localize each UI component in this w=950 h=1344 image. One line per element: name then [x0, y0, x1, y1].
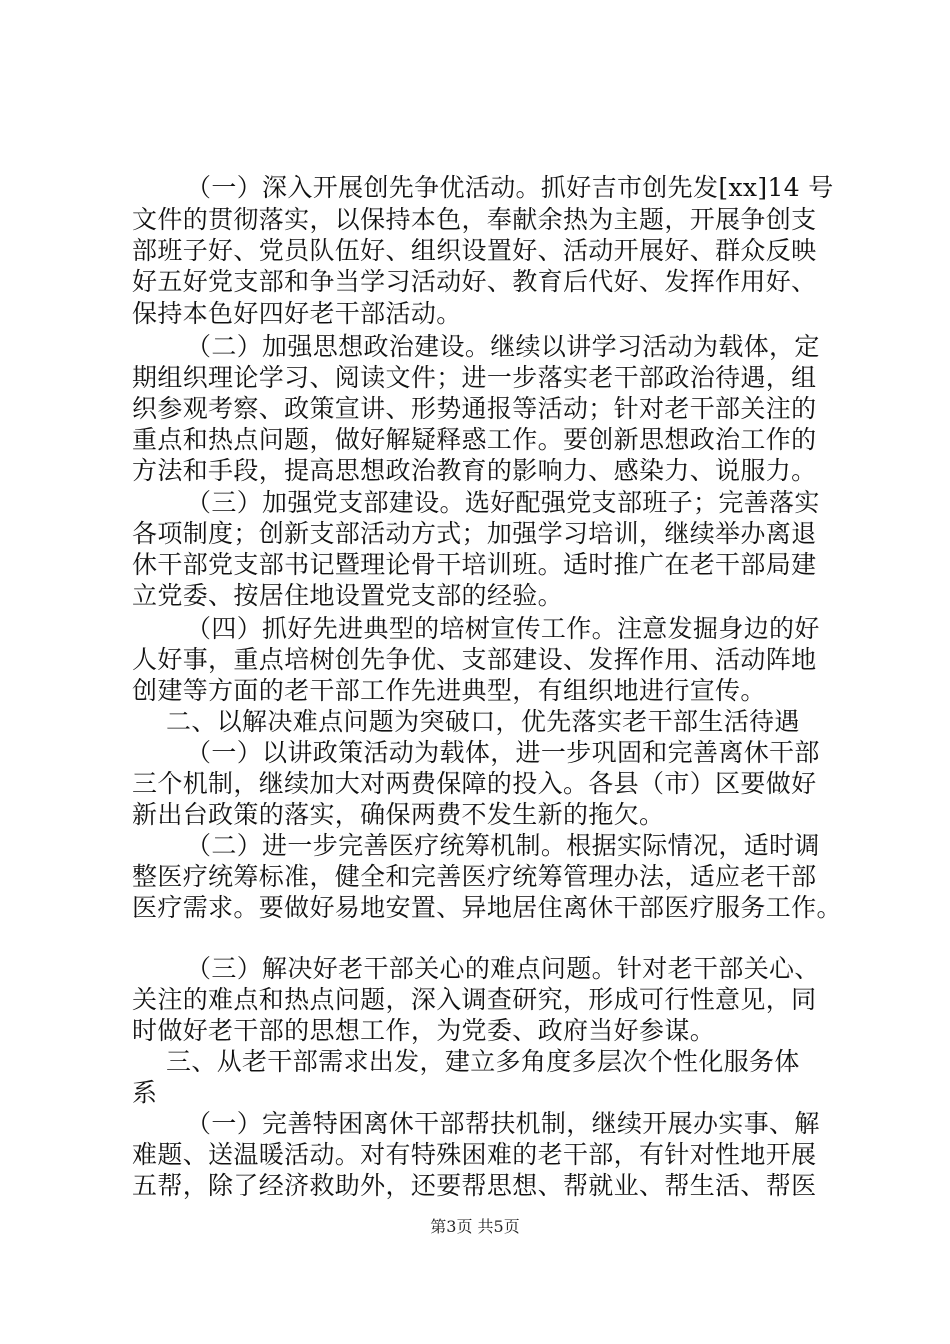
body-line: 各项制度；创新支部活动方式；加强学习培训，继续举办离退 [132, 519, 817, 548]
body-line: （二）加强思想政治建设。继续以讲学习活动为载体，定 [186, 332, 820, 361]
body-line: 文件的贯彻落实，以保持本色，奉献余热为主题，开展争创支 [132, 205, 817, 234]
body-line: 关注的难点和热点问题，深入调查研究，形成可行性意见，同 [132, 985, 817, 1014]
body-line: 保持本色好四好老干部活动。 [132, 299, 462, 328]
body-line: （二）进一步完善医疗统筹机制。根据实际情况，适时调 [186, 831, 820, 860]
body-line: （一）以讲政策活动为载体，进一步巩固和完善离休干部 [186, 738, 820, 767]
body-line: 重点和热点问题，做好解疑释惑工作。要创新思想政治工作的 [132, 425, 817, 454]
body-line: 立党委、按居住地设置党支部的经验。 [132, 581, 563, 610]
body-line: 织参观考察、政策宣讲、形势通报等活动；针对老干部关注的 [132, 394, 817, 423]
body-line: 好五好党支部和争当学习活动好、教育后代好、发挥作用好、 [132, 267, 817, 296]
body-line: 新出台政策的落实，确保两费不发生新的拖欠。 [132, 800, 665, 829]
page-footer: 第3页 共5页 [430, 1217, 520, 1236]
body-line: （三）加强党支部建设。选好配强党支部班子；完善落实 [186, 488, 820, 517]
body-line: （一）完善特困离休干部帮扶机制，继续开展办实事、解 [186, 1109, 820, 1138]
body-line: 难题、送温暖活动。对有特殊困难的老干部，有针对性地开展 [132, 1140, 817, 1169]
section-heading: 二、以解决难点问题为突破口，优先落实老干部生活待遇 [166, 707, 800, 736]
body-line: 医疗需求。要做好易地安置、异地居住离休干部医疗服务工作。 [132, 893, 842, 922]
body-line: 期组织理论学习、阅读文件；进一步落实老干部政治待遇，组 [132, 363, 817, 392]
body-line: （四）抓好先进典型的培树宣传工作。注意发掘身边的好 [186, 614, 820, 643]
body-line: 三个机制，继续加大对两费保障的投入。各县（市）区要做好 [132, 769, 817, 798]
section-heading-continued: 系 [132, 1078, 158, 1107]
body-line: 创建等方面的老干部工作先进典型，有组织地进行宣传。 [132, 676, 766, 705]
body-line: 部班子好、党员队伍好、组织设置好、活动开展好、群众反映 [132, 236, 817, 265]
body-line: 休干部党支部书记暨理论骨干培训班。适时推广在老干部局建 [132, 550, 817, 579]
section-heading: 三、从老干部需求出发，建立多角度多层次个性化服务体 [166, 1047, 800, 1076]
body-line: 整医疗统筹标准，健全和完善医疗统筹管理办法，适应老干部 [132, 862, 817, 891]
body-line: （一）深入开展创先争优活动。抓好吉市创先发[xx]14 号 [186, 173, 834, 202]
body-line: 人好事，重点培树创先争优、支部建设、发挥作用、活动阵地 [132, 645, 817, 674]
body-line: 方法和手段，提高思想政治教育的影响力、感染力、说服力。 [132, 456, 817, 485]
body-line: （三）解决好老干部关心的难点问题。针对老干部关心、 [186, 954, 820, 983]
body-line: 五帮，除了经济救助外，还要帮思想、帮就业、帮生活、帮医 [132, 1171, 817, 1200]
body-line: 时做好老干部的思想工作，为党委、政府当好参谋。 [132, 1016, 716, 1045]
